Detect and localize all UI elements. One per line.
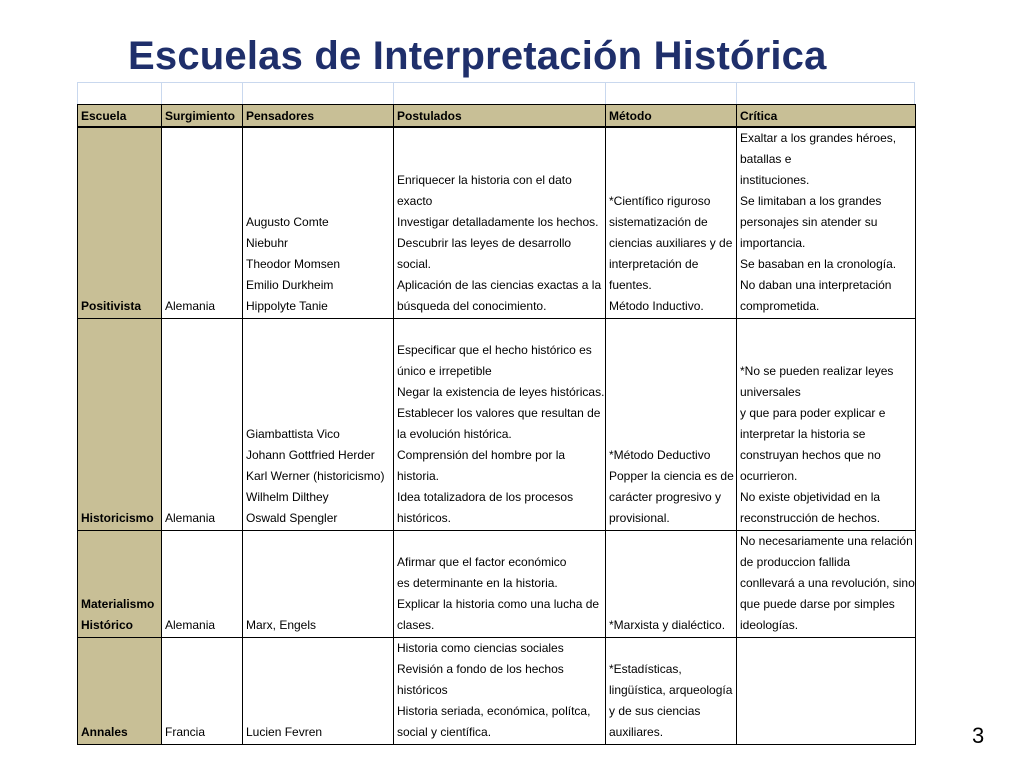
- cell-line: históricos.: [397, 511, 452, 525]
- cell-line: Revisión a fondo de los hechos: [397, 662, 564, 676]
- header-escuela: Escuela: [78, 105, 162, 128]
- cell-line: Exaltar a los grandes héroes,: [740, 131, 897, 145]
- header-pensadores: Pensadores: [243, 105, 394, 128]
- header-row: [78, 105, 916, 128]
- cell-line: interpretar la historia se: [740, 427, 866, 441]
- cell-line: Lucien Fevren: [246, 725, 323, 739]
- cell-surgimiento: [162, 638, 243, 745]
- cell-line: lingüística, arqueología: [609, 683, 733, 697]
- cell-line: Historia seriada, económica, polítca,: [397, 704, 591, 718]
- cell-metodo: [606, 127, 737, 319]
- cell-line: Explicar la historia como una lucha de: [397, 597, 600, 611]
- cell-surgimiento: [162, 127, 243, 319]
- cell-line: interpretación de: [609, 257, 699, 271]
- cell-line: Aplicación de las ciencias exactas a la: [397, 278, 602, 292]
- cell-line: Investigar detalladamente los hechos.: [397, 215, 599, 229]
- cell-line: ciencias auxiliares y de: [609, 236, 733, 250]
- cell-line: búsqueda del conocimiento.: [397, 299, 547, 313]
- cell-line: Alemania: [165, 299, 216, 313]
- cell-line: históricos: [397, 683, 448, 697]
- cell-metodo: [606, 638, 737, 745]
- table-row: [78, 531, 916, 638]
- slide-title: Escuelas de Interpretación Histórica: [128, 34, 827, 78]
- cell-line: *Marxista y dialéctico.: [609, 618, 726, 632]
- cell-line: Se limitaban a los grandes: [740, 194, 882, 208]
- cell-postulados: [394, 127, 606, 319]
- cell-line: ideologías.: [740, 618, 799, 632]
- cell-line: reconstrucción de hechos.: [740, 511, 881, 525]
- cell-line: Giambattista Vico: [246, 427, 340, 441]
- cell-line: Histórico: [81, 618, 134, 632]
- cell-line: Especificar que el hecho histórico es: [397, 343, 592, 357]
- cell-line: personajes sin atender su: [740, 215, 878, 229]
- cell-line: *No se pueden realizar leyes: [740, 364, 894, 378]
- cell-line: clases.: [397, 618, 435, 632]
- cell-escuela: [78, 127, 162, 319]
- header-critica: Crítica: [737, 105, 916, 128]
- cell-line: y de sus ciencias: [609, 704, 701, 718]
- table-row: [78, 638, 916, 745]
- cell-escuela: [78, 319, 162, 531]
- cell-line: Establecer los valores que resultan de: [397, 406, 601, 420]
- cell-line: importancia.: [740, 236, 806, 250]
- cell-line: *Estadísticas,: [609, 662, 682, 676]
- schools-table: [77, 104, 916, 745]
- cell-line: Niebuhr: [246, 236, 289, 250]
- cell-line: comprometida.: [740, 299, 820, 313]
- cell-line: social y científica.: [397, 725, 492, 739]
- cell-line: Afirmar que el factor económico: [397, 555, 567, 569]
- cell-line: Hippolyte Tanie: [246, 299, 328, 313]
- table-row: [78, 127, 916, 319]
- cell-line: Popper la ciencia es de: [609, 469, 734, 483]
- cell-line: provisional.: [609, 511, 670, 525]
- cell-line: es determinante en la historia.: [397, 576, 558, 590]
- cell-critica: [737, 127, 916, 319]
- cell-line: carácter progresivo y: [609, 490, 722, 504]
- cell-line: No existe objetividad en la: [740, 490, 881, 504]
- cell-line: *Método Deductivo: [609, 448, 711, 462]
- cell-line: batallas e: [740, 152, 792, 166]
- cell-line: Historia como ciencias sociales: [397, 641, 564, 655]
- cell-line: de produccion fallida: [740, 555, 851, 569]
- cell-line: No necesariamente una relación: [740, 534, 913, 548]
- header-surgimiento: Surgimiento: [162, 105, 243, 128]
- cell-pensadores: [243, 127, 394, 319]
- cell-line: que puede darse por simples: [740, 597, 895, 611]
- cell-line: Idea totalizadora de los procesos: [397, 490, 574, 504]
- cell-pensadores: [243, 638, 394, 745]
- cell-line: Método Inductivo.: [609, 299, 704, 313]
- cell-line: conllevará a una revolución, sino: [740, 576, 915, 590]
- cell-surgimiento: [162, 531, 243, 638]
- page-number: 3: [972, 723, 985, 748]
- cell-line: Marx, Engels: [246, 618, 317, 632]
- cell-pensadores: [243, 531, 394, 638]
- cell-line: único e irrepetible: [397, 364, 492, 378]
- cell-line: universales: [740, 385, 801, 399]
- cell-metodo: [606, 319, 737, 531]
- cell-escuela: [78, 638, 162, 745]
- cell-line: historia.: [397, 469, 440, 483]
- cell-postulados: [394, 319, 606, 531]
- cell-line: Augusto Comte: [246, 215, 329, 229]
- cell-line: la evolución histórica.: [397, 427, 512, 441]
- table-row: [78, 319, 916, 531]
- cell-critica: [737, 638, 916, 745]
- cell-critica: [737, 531, 916, 638]
- cell-line: Historicismo: [81, 511, 154, 525]
- cell-escuela: [78, 531, 162, 638]
- cell-line: fuentes.: [609, 278, 652, 292]
- cell-surgimiento: [162, 319, 243, 531]
- cell-line: Karl Werner (historicismo): [246, 469, 385, 483]
- cell-line: y que para poder explicar e: [740, 406, 886, 420]
- cell-line: Alemania: [165, 511, 216, 525]
- cell-postulados: [394, 638, 606, 745]
- cell-line: Alemania: [165, 618, 216, 632]
- cell-line: Francia: [165, 725, 206, 739]
- cell-line: *Científico riguroso: [609, 194, 711, 208]
- cell-postulados: [394, 531, 606, 638]
- cell-line: Theodor Momsen: [246, 257, 341, 271]
- cell-line: Wilhelm Dilthey: [246, 490, 329, 504]
- cell-line: auxiliares.: [609, 725, 664, 739]
- cell-line: social.: [397, 257, 432, 271]
- cell-critica: [737, 319, 916, 531]
- header-postulados: Postulados: [394, 105, 606, 128]
- cell-line: exacto: [397, 194, 433, 208]
- spreadsheet-gridlines: [77, 82, 915, 105]
- cell-line: Se basaban en la cronología.: [740, 257, 897, 271]
- cell-line: Annales: [81, 725, 128, 739]
- cell-line: Negar la existencia de leyes históricas.: [397, 385, 605, 399]
- cell-line: Johann Gottfried Herder: [246, 448, 375, 462]
- cell-line: construyan hechos que no: [740, 448, 881, 462]
- cell-line: Materialismo: [81, 597, 155, 611]
- cell-line: Oswald Spengler: [246, 511, 338, 525]
- cell-line: No daban una interpretación: [740, 278, 892, 292]
- cell-metodo: [606, 531, 737, 638]
- cell-line: sistematización de: [609, 215, 708, 229]
- cell-line: ocurrieron.: [740, 469, 798, 483]
- cell-line: Descubrir las leyes de desarrollo: [397, 236, 572, 250]
- cell-line: Enriquecer la historia con el dato: [397, 173, 572, 187]
- cell-pensadores: [243, 319, 394, 531]
- cell-line: Positivista: [81, 299, 142, 313]
- cell-line: Comprensión del hombre por la: [397, 448, 566, 462]
- cell-line: Emilio Durkheim: [246, 278, 334, 292]
- header-metodo: Método: [606, 105, 737, 128]
- cell-line: instituciones.: [740, 173, 810, 187]
